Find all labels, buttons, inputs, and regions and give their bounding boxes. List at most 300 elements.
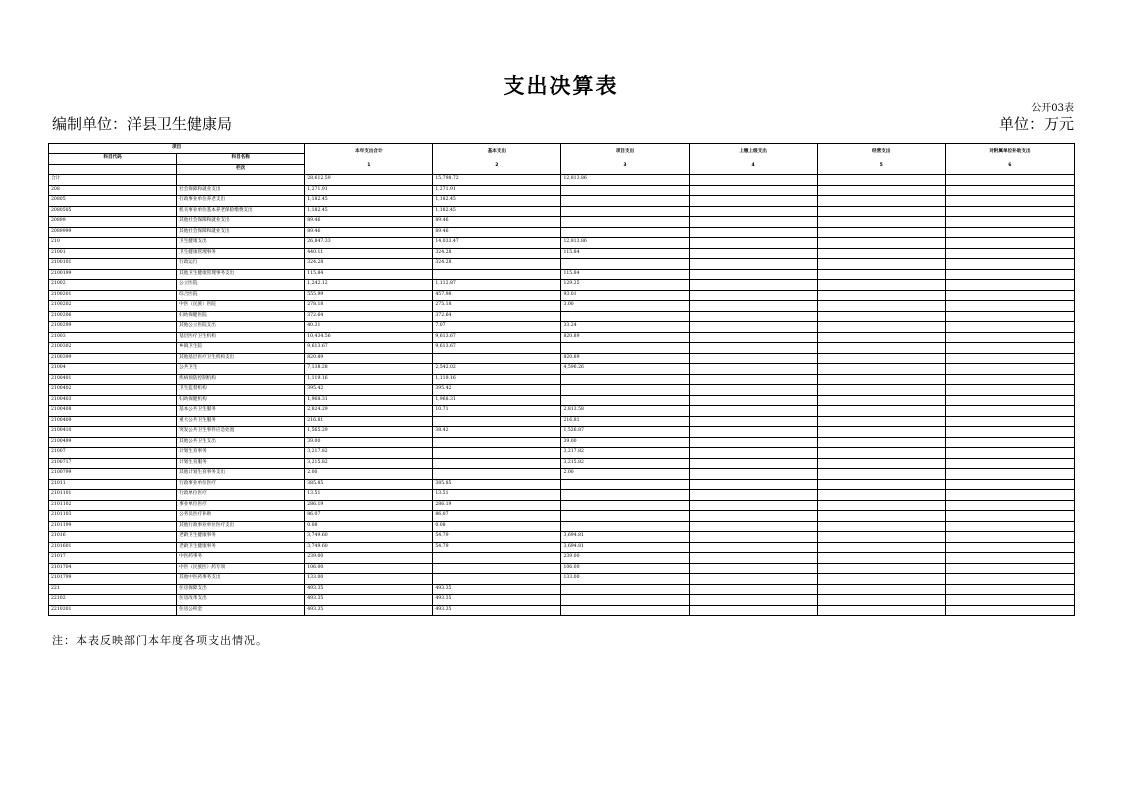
table-cell: 2101199 bbox=[49, 521, 177, 532]
header-col-3: 项目支出 3 bbox=[561, 144, 689, 175]
header-project: 项目 bbox=[49, 144, 305, 154]
table-cell: 3,749.60 bbox=[305, 542, 433, 553]
table-row bbox=[49, 521, 1075, 532]
table-row bbox=[49, 458, 1075, 469]
table-cell: 3,749.60 bbox=[305, 532, 433, 543]
table-cell: 突发公共卫生事件应急处置 bbox=[177, 427, 305, 438]
table-cell bbox=[817, 469, 945, 480]
table-cell: 13.51 bbox=[305, 490, 433, 501]
table-cell bbox=[433, 458, 561, 469]
table-cell bbox=[817, 553, 945, 564]
table-cell bbox=[817, 332, 945, 343]
table-cell: 2100206 bbox=[49, 311, 177, 322]
table-cell: 1,271.91 bbox=[305, 185, 433, 196]
table-cell: 其他卫生健康管理事务支出 bbox=[177, 269, 305, 280]
table-cell bbox=[689, 448, 817, 459]
table-cell: 39.00 bbox=[561, 437, 689, 448]
table-cell bbox=[945, 574, 1074, 585]
table-cell: 2.00 bbox=[305, 469, 433, 480]
table-cell bbox=[817, 574, 945, 585]
table-cell bbox=[945, 280, 1074, 291]
table-cell: 38.42 bbox=[433, 427, 561, 438]
table-cell bbox=[817, 595, 945, 606]
table-cell bbox=[689, 500, 817, 511]
table-cell bbox=[561, 311, 689, 322]
table-cell: 4,596.26 bbox=[561, 364, 689, 375]
page-title: 支出决算表 bbox=[503, 73, 619, 98]
table-cell: 12,813.86 bbox=[561, 175, 689, 186]
table-cell bbox=[817, 343, 945, 354]
table-cell bbox=[817, 490, 945, 501]
table-cell: 2100201 bbox=[49, 290, 177, 301]
table-cell: 210 bbox=[49, 238, 177, 249]
table-cell: 卫生健康管理事务 bbox=[177, 248, 305, 259]
table-cell: 133.00 bbox=[305, 574, 433, 585]
table-cell bbox=[689, 196, 817, 207]
table-cell: 28,612.59 bbox=[305, 175, 433, 186]
table-cell: 106.00 bbox=[561, 563, 689, 574]
table-cell bbox=[433, 437, 561, 448]
table-cell bbox=[689, 511, 817, 522]
table-row bbox=[49, 406, 1075, 417]
table-cell: 286.19 bbox=[305, 500, 433, 511]
table-row bbox=[49, 595, 1075, 606]
table-cell: 129.25 bbox=[561, 280, 689, 291]
table-cell bbox=[945, 248, 1074, 259]
table-cell bbox=[433, 469, 561, 480]
table-cell bbox=[433, 563, 561, 574]
table-cell bbox=[945, 437, 1074, 448]
table-cell bbox=[945, 322, 1074, 333]
table-row bbox=[49, 448, 1075, 459]
table-row bbox=[49, 301, 1075, 312]
table-cell: 278.18 bbox=[305, 301, 433, 312]
table-cell: 中医（民族医）药专项 bbox=[177, 563, 305, 574]
table-row bbox=[49, 553, 1075, 564]
table-cell: 115.84 bbox=[561, 269, 689, 280]
table-cell bbox=[817, 563, 945, 574]
table-cell: 2101101 bbox=[49, 490, 177, 501]
table-row bbox=[49, 343, 1075, 354]
table-cell bbox=[561, 395, 689, 406]
table-cell: 2100403 bbox=[49, 395, 177, 406]
table-cell: 2100409 bbox=[49, 416, 177, 427]
table-cell bbox=[945, 227, 1074, 238]
table-cell: 239.00 bbox=[561, 553, 689, 564]
table-cell: 54.79 bbox=[433, 542, 561, 553]
table-cell: 26,847.33 bbox=[305, 238, 433, 249]
table-cell: 89.46 bbox=[305, 217, 433, 228]
table-cell bbox=[817, 311, 945, 322]
table-cell: 39.00 bbox=[305, 437, 433, 448]
table-cell: 2100799 bbox=[49, 469, 177, 480]
table-cell: 9,613.67 bbox=[433, 343, 561, 354]
table-row bbox=[49, 395, 1075, 406]
table-cell bbox=[817, 196, 945, 207]
header-col-6: 对附属单位补助支出 6 bbox=[945, 144, 1074, 175]
table-cell bbox=[689, 259, 817, 270]
table-cell bbox=[817, 364, 945, 375]
table-cell bbox=[561, 374, 689, 385]
table-cell: 820.89 bbox=[305, 353, 433, 364]
table-row bbox=[49, 511, 1075, 522]
table-cell bbox=[561, 490, 689, 501]
table-cell bbox=[817, 406, 945, 417]
table-cell: 1,526.87 bbox=[561, 427, 689, 438]
table-row bbox=[49, 259, 1075, 270]
table-cell: 324.28 bbox=[433, 259, 561, 270]
table-cell: 计划生育服务 bbox=[177, 458, 305, 469]
table-cell: 457.98 bbox=[433, 290, 561, 301]
table-cell bbox=[689, 542, 817, 553]
table-cell bbox=[561, 217, 689, 228]
table-cell: 1,182.45 bbox=[433, 196, 561, 207]
table-cell: 216.81 bbox=[305, 416, 433, 427]
table-cell bbox=[945, 532, 1074, 543]
table-cell bbox=[817, 385, 945, 396]
table-cell: 行政单位医疗 bbox=[177, 490, 305, 501]
table-cell: 12,813.86 bbox=[561, 238, 689, 249]
table-cell: 372.64 bbox=[433, 311, 561, 322]
table-cell: 21001 bbox=[49, 248, 177, 259]
table-row bbox=[49, 500, 1075, 511]
table-row bbox=[49, 280, 1075, 291]
table-cell: 2100499 bbox=[49, 437, 177, 448]
table-cell: 14,033.47 bbox=[433, 238, 561, 249]
table-row bbox=[49, 206, 1075, 217]
table-cell bbox=[817, 353, 945, 364]
table-row bbox=[49, 385, 1075, 396]
table-row bbox=[49, 532, 1075, 543]
table-cell: 住房保障支出 bbox=[177, 584, 305, 595]
table-cell: 机关事业单位基本养老保险缴费支出 bbox=[177, 206, 305, 217]
table-row bbox=[49, 322, 1075, 333]
table-cell bbox=[689, 364, 817, 375]
table-cell: 公立医院 bbox=[177, 280, 305, 291]
table-cell bbox=[689, 479, 817, 490]
header-col-2: 基本支出 2 bbox=[433, 144, 561, 175]
table-cell: 493.35 bbox=[305, 595, 433, 606]
table-cell bbox=[817, 248, 945, 259]
table-cell: 21017 bbox=[49, 553, 177, 564]
table-cell: 3,215.82 bbox=[305, 458, 433, 469]
table-cell bbox=[689, 322, 817, 333]
table-cell bbox=[433, 416, 561, 427]
table-cell: 卫生健康支出 bbox=[177, 238, 305, 249]
table-cell: 7.07 bbox=[433, 322, 561, 333]
table-cell bbox=[433, 553, 561, 564]
table-cell bbox=[561, 185, 689, 196]
table-cell bbox=[817, 238, 945, 249]
table-cell bbox=[433, 353, 561, 364]
table-cell: 基本公共卫生服务 bbox=[177, 406, 305, 417]
table-cell bbox=[689, 175, 817, 186]
table-row bbox=[49, 469, 1075, 480]
table-cell bbox=[945, 364, 1074, 375]
table-cell: 1,112.87 bbox=[433, 280, 561, 291]
table-cell: 3,694.81 bbox=[561, 532, 689, 543]
table-cell bbox=[433, 269, 561, 280]
table-cell: 21007 bbox=[49, 448, 177, 459]
table-cell: 89.46 bbox=[433, 217, 561, 228]
table-cell bbox=[689, 574, 817, 585]
table-cell bbox=[817, 259, 945, 270]
table-cell: 行政运行 bbox=[177, 259, 305, 270]
table-cell bbox=[689, 521, 817, 532]
table-cell: 54.79 bbox=[433, 532, 561, 543]
table-cell bbox=[817, 395, 945, 406]
header-blank bbox=[49, 164, 177, 175]
table-cell: 2100299 bbox=[49, 322, 177, 333]
table-cell: 115.84 bbox=[561, 248, 689, 259]
table-cell: 385.85 bbox=[433, 479, 561, 490]
table-cell: 2100410 bbox=[49, 427, 177, 438]
table-row bbox=[49, 427, 1075, 438]
table-cell: 2101102 bbox=[49, 500, 177, 511]
table-cell: 住房公积金 bbox=[177, 605, 305, 616]
table-cell bbox=[561, 511, 689, 522]
table-cell: 20805 bbox=[49, 196, 177, 207]
table-cell: 3.00 bbox=[561, 301, 689, 312]
table-cell bbox=[817, 301, 945, 312]
table-cell: 卫生监督机构 bbox=[177, 385, 305, 396]
table-cell: 合计 bbox=[49, 175, 177, 186]
table-cell bbox=[561, 605, 689, 616]
table-cell: 1,968.31 bbox=[305, 395, 433, 406]
table-cell bbox=[817, 458, 945, 469]
table-cell: 10,434.56 bbox=[305, 332, 433, 343]
table-cell: 公共卫生 bbox=[177, 364, 305, 375]
table-cell bbox=[817, 374, 945, 385]
form-code: 公开03表 bbox=[1031, 103, 1074, 114]
table-cell: 820.89 bbox=[561, 353, 689, 364]
table-cell bbox=[945, 343, 1074, 354]
table-cell: 2210201 bbox=[49, 605, 177, 616]
table-cell: 1,242.12 bbox=[305, 280, 433, 291]
table-cell bbox=[945, 553, 1074, 564]
table-cell: 440.11 bbox=[305, 248, 433, 259]
table-cell bbox=[689, 458, 817, 469]
table-cell: 286.19 bbox=[433, 500, 561, 511]
table-cell bbox=[817, 416, 945, 427]
table-cell: 324.28 bbox=[433, 248, 561, 259]
table-cell: 21003 bbox=[49, 332, 177, 343]
table-cell: 1,119.16 bbox=[433, 374, 561, 385]
table-cell: 221 bbox=[49, 584, 177, 595]
table-cell: 其他公共卫生支出 bbox=[177, 437, 305, 448]
table-cell: 2100408 bbox=[49, 406, 177, 417]
table-cell: 乡镇卫生院 bbox=[177, 343, 305, 354]
table-cell: 中医（民族）医院 bbox=[177, 301, 305, 312]
table-cell: 9,613.67 bbox=[433, 332, 561, 343]
table-cell bbox=[817, 280, 945, 291]
table-cell bbox=[945, 479, 1074, 490]
table-cell: 385.85 bbox=[305, 479, 433, 490]
table-cell bbox=[689, 238, 817, 249]
table-cell: 2101103 bbox=[49, 511, 177, 522]
table-cell bbox=[945, 500, 1074, 511]
table-row bbox=[49, 374, 1075, 385]
table-row bbox=[49, 290, 1075, 301]
table-cell: 33.24 bbox=[561, 322, 689, 333]
table-cell bbox=[817, 322, 945, 333]
table-row bbox=[49, 542, 1075, 553]
table-cell: 2,813.58 bbox=[561, 406, 689, 417]
table-cell: 7,138.28 bbox=[305, 364, 433, 375]
table-cell: 493.35 bbox=[305, 605, 433, 616]
table-cell: 275.18 bbox=[433, 301, 561, 312]
table-cell: 106.00 bbox=[305, 563, 433, 574]
table-cell: 2100401 bbox=[49, 374, 177, 385]
table-cell: 86.07 bbox=[305, 511, 433, 522]
table-cell bbox=[817, 175, 945, 186]
table-cell: 395.42 bbox=[433, 385, 561, 396]
table-cell: 89.46 bbox=[433, 227, 561, 238]
table-cell bbox=[689, 385, 817, 396]
table-cell: 2101799 bbox=[49, 574, 177, 585]
table-cell bbox=[945, 395, 1074, 406]
table-cell bbox=[561, 259, 689, 270]
header-name: 科目名称 bbox=[177, 154, 305, 165]
table-cell bbox=[561, 521, 689, 532]
table-cell bbox=[561, 206, 689, 217]
table-cell bbox=[817, 427, 945, 438]
table-cell bbox=[689, 269, 817, 280]
table-cell bbox=[689, 227, 817, 238]
table-cell: 208 bbox=[49, 185, 177, 196]
table-cell bbox=[561, 595, 689, 606]
table-row bbox=[49, 311, 1075, 322]
table-row bbox=[49, 185, 1075, 196]
table-cell: 2100399 bbox=[49, 353, 177, 364]
table-cell: 21011 bbox=[49, 479, 177, 490]
table-cell: 其他行政事业单位医疗支出 bbox=[177, 521, 305, 532]
table-cell bbox=[689, 553, 817, 564]
table-cell bbox=[817, 227, 945, 238]
table-cell bbox=[689, 217, 817, 228]
table-cell: 老龄卫生健康事务 bbox=[177, 542, 305, 553]
table-cell bbox=[945, 185, 1074, 196]
table-cell: 2101704 bbox=[49, 563, 177, 574]
table-cell bbox=[689, 311, 817, 322]
table-cell bbox=[561, 500, 689, 511]
table-cell bbox=[689, 248, 817, 259]
table-cell: 住房改革支出 bbox=[177, 595, 305, 606]
table-cell: 820.89 bbox=[561, 332, 689, 343]
table-cell: 13.51 bbox=[433, 490, 561, 501]
table-cell: 0.08 bbox=[305, 521, 433, 532]
table-cell bbox=[689, 469, 817, 480]
table-cell bbox=[433, 574, 561, 585]
table-cell bbox=[945, 595, 1074, 606]
table-cell: 社会保障和就业支出 bbox=[177, 185, 305, 196]
table-cell: 妇幼保健医院 bbox=[177, 311, 305, 322]
table-cell bbox=[689, 406, 817, 417]
table-cell: 3,217.82 bbox=[305, 448, 433, 459]
table-cell bbox=[945, 353, 1074, 364]
table-cell bbox=[817, 532, 945, 543]
table-cell: 3,217.82 bbox=[561, 448, 689, 459]
table-cell: 1,182.45 bbox=[433, 206, 561, 217]
table-row bbox=[49, 563, 1075, 574]
table-cell bbox=[945, 311, 1074, 322]
table-cell bbox=[945, 511, 1074, 522]
table-cell: 493.35 bbox=[433, 595, 561, 606]
table-cell bbox=[945, 521, 1074, 532]
table-cell bbox=[817, 185, 945, 196]
table-cell bbox=[817, 479, 945, 490]
table-cell bbox=[817, 290, 945, 301]
table-cell: 1,271.91 bbox=[433, 185, 561, 196]
table-cell bbox=[945, 332, 1074, 343]
table-cell: 20899 bbox=[49, 217, 177, 228]
table-cell bbox=[945, 469, 1074, 480]
table-cell: 2100101 bbox=[49, 259, 177, 270]
table-cell bbox=[945, 206, 1074, 217]
header-column-label: 栏次 bbox=[177, 164, 305, 175]
table-cell bbox=[689, 332, 817, 343]
table-cell bbox=[945, 458, 1074, 469]
table-cell: 1,565.29 bbox=[305, 427, 433, 438]
table-cell bbox=[689, 605, 817, 616]
table-cell: 2089999 bbox=[49, 227, 177, 238]
table-cell: 216.81 bbox=[561, 416, 689, 427]
table-cell bbox=[945, 490, 1074, 501]
table-cell: 555.99 bbox=[305, 290, 433, 301]
table-row bbox=[49, 437, 1075, 448]
table-cell: 15,798.72 bbox=[433, 175, 561, 186]
table-cell bbox=[689, 584, 817, 595]
table-cell bbox=[945, 563, 1074, 574]
table-row bbox=[49, 416, 1075, 427]
table-cell bbox=[689, 374, 817, 385]
table-cell: 115.84 bbox=[305, 269, 433, 280]
table-cell bbox=[945, 269, 1074, 280]
table-cell bbox=[945, 416, 1074, 427]
table-cell: 22102 bbox=[49, 595, 177, 606]
table-row bbox=[49, 605, 1075, 616]
table-row bbox=[49, 584, 1075, 595]
table-cell bbox=[817, 605, 945, 616]
table-row bbox=[49, 332, 1075, 343]
table-cell bbox=[817, 584, 945, 595]
table-cell bbox=[561, 227, 689, 238]
table-cell: 疾病预防控制机构 bbox=[177, 374, 305, 385]
table-row bbox=[49, 248, 1075, 259]
table-cell bbox=[689, 395, 817, 406]
table-cell: 行政事业单位医疗 bbox=[177, 479, 305, 490]
table-cell bbox=[689, 437, 817, 448]
table-cell bbox=[689, 416, 817, 427]
table-cell bbox=[817, 217, 945, 228]
table-cell bbox=[945, 584, 1074, 595]
table-cell bbox=[561, 196, 689, 207]
table-cell bbox=[945, 427, 1074, 438]
table-cell bbox=[689, 595, 817, 606]
table-cell bbox=[689, 301, 817, 312]
table-cell: 493.35 bbox=[305, 584, 433, 595]
table-cell: 2100202 bbox=[49, 301, 177, 312]
table-cell bbox=[561, 385, 689, 396]
table-cell: 2.00 bbox=[561, 469, 689, 480]
table-cell: 395.42 bbox=[305, 385, 433, 396]
table-cell bbox=[177, 175, 305, 186]
table-cell: 21002 bbox=[49, 280, 177, 291]
table-cell bbox=[689, 490, 817, 501]
table-cell: 239.00 bbox=[305, 553, 433, 564]
table-cell: 493.35 bbox=[433, 605, 561, 616]
table-cell: 2,542.02 bbox=[433, 364, 561, 375]
